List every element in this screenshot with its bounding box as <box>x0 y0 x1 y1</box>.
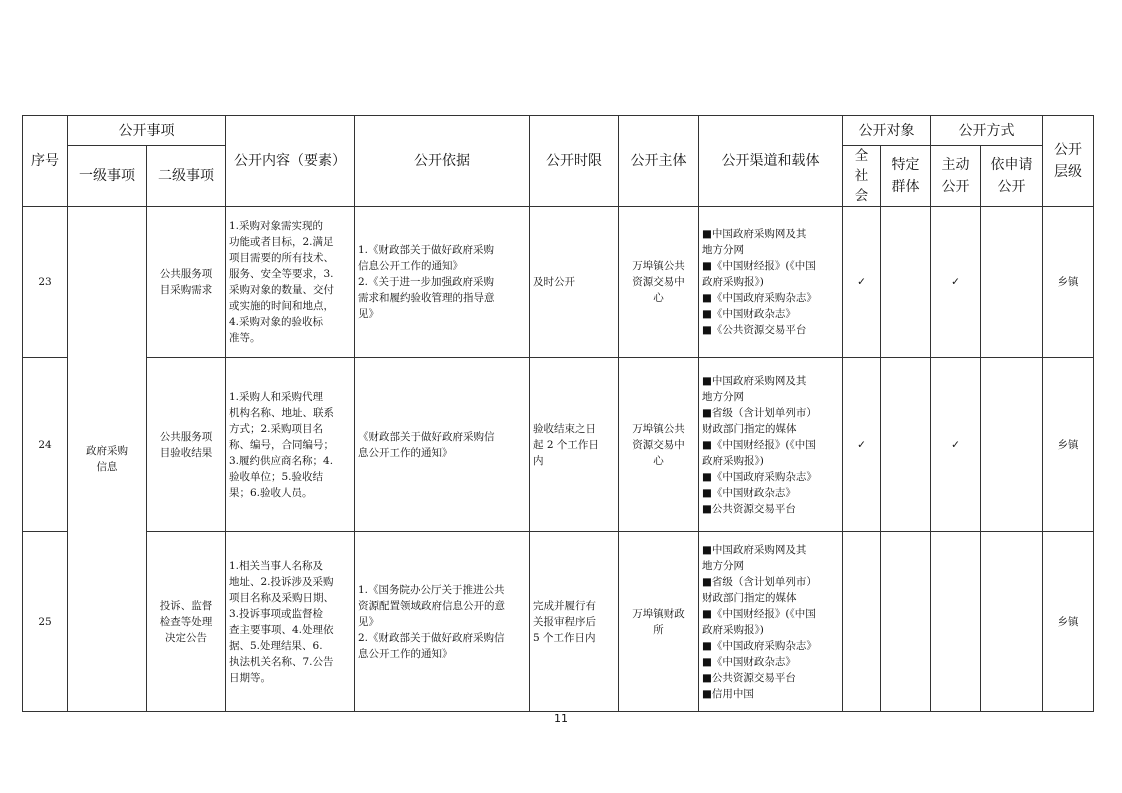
content-cell-line: 3.投诉事项或监督检 <box>229 607 324 620</box>
channel-cell-line: 地方分网 <box>702 559 744 572</box>
content-cell-line: 执法机关名称、7.公告 <box>229 655 334 668</box>
channel-cell-line: ■《公共资源交易平台 <box>702 324 807 336</box>
time-limit-cell <box>530 207 619 358</box>
header-method-active <box>931 146 981 207</box>
method-active-cell: ✓ <box>931 207 981 358</box>
basis-cell-line: 2.《财政部关于做好政府采购信 <box>358 631 505 644</box>
table-row <box>23 532 1094 712</box>
header-target-specific-line: 群体 <box>891 179 920 195</box>
content-cell-line: 果；6.验收人员。 <box>229 486 313 499</box>
header-target-specific-line: 特定 <box>891 157 920 173</box>
target-all-cell: ✓ <box>843 207 881 358</box>
basis-cell-line: 需求和履约验收管理的指导意 <box>358 292 495 304</box>
header-method-request-line: 依申请 <box>990 157 1033 173</box>
content-cell-line: 服务、安全等要求，3. <box>229 268 334 280</box>
header-items-group: 公开事项 <box>68 116 226 146</box>
level1-cell <box>68 207 147 712</box>
channel-cell-line: 政府采购报》) <box>702 454 764 467</box>
channel-cell-line: 政府采购报》) <box>702 276 764 288</box>
header-level <box>1043 116 1094 207</box>
subject-cell-line: 资源交易中 <box>632 276 685 288</box>
target-specific-cell <box>881 358 931 532</box>
target-specific-cell <box>881 207 931 358</box>
content-cell-line: 查主要事项、4.处理依 <box>229 623 334 636</box>
disclosure-table <box>22 115 1094 712</box>
basis-cell <box>355 532 530 712</box>
header-method-group: 公开方式 <box>931 116 1043 146</box>
header-level-line: 公开 <box>1054 142 1082 158</box>
subject-cell-line: 资源交易中 <box>632 438 685 451</box>
time-limit-cell-line: 起 2 个工作日 <box>533 438 599 451</box>
target-specific-cell <box>881 532 931 712</box>
time-limit-cell-line: 完成并履行有 <box>533 599 596 612</box>
channel-cell-line: ■《中国政府采购杂志》 <box>702 292 817 304</box>
basis-cell-line: 1.《国务院办公厅关于推进公共 <box>358 583 505 596</box>
content-cell-line: 准等。 <box>229 332 261 344</box>
basis-cell-line: 2.《关于进一步加强政府采购 <box>358 276 495 288</box>
time-limit-cell <box>530 532 619 712</box>
method-active-cell <box>931 532 981 712</box>
basis-cell <box>355 358 530 532</box>
channel-cell-line: 政府采购报》) <box>702 623 764 636</box>
subject-cell <box>619 532 699 712</box>
header-target-all-char: 社 <box>854 168 869 184</box>
header-time-limit: 公开时限 <box>530 116 619 207</box>
channel-cell-line: 财政部门指定的媒体 <box>702 591 797 604</box>
method-request-cell <box>981 358 1043 532</box>
subject-cell-line: 万埠镇公共 <box>632 260 685 272</box>
header-level-line: 层级 <box>1054 164 1082 180</box>
basis-cell-line: 《财政部关于做好政府采购信 <box>358 430 495 443</box>
content-cell-line: 3.履约供应商名称；4. <box>229 454 334 467</box>
header-method-request <box>981 146 1043 207</box>
method-request-cell <box>981 532 1043 712</box>
page-number: 11 <box>554 712 568 725</box>
channel-cell-line: 地方分网 <box>702 390 744 403</box>
subject-cell-line: 万埠镇公共 <box>632 422 685 435</box>
channel-cell-line: ■中国政府采购网及其 <box>702 374 807 387</box>
subject-cell-line: 心 <box>653 454 664 467</box>
subject-cell-line: 心 <box>653 292 664 304</box>
level-cell: 乡镇 <box>1043 532 1094 712</box>
level2-cell <box>147 532 226 712</box>
level-cell: 乡镇 <box>1043 358 1094 532</box>
target-all-cell <box>843 532 881 712</box>
content-cell-line: 验收单位；5.验收结 <box>229 470 324 483</box>
table-row <box>23 358 1094 532</box>
content-cell-line: 采购对象的数量、交付 <box>229 284 334 296</box>
time-limit-cell-line: 验收结束之日 <box>533 422 596 435</box>
channel-cell <box>699 207 843 358</box>
table-row <box>23 207 1094 358</box>
header-method-active-line: 主动 <box>941 157 970 173</box>
level2-cell-line: 决定公告 <box>165 631 207 644</box>
channel-cell-line: ■《中国财政杂志》 <box>702 655 796 668</box>
level-cell: 乡镇 <box>1043 207 1094 358</box>
subject-cell <box>619 358 699 532</box>
subject-cell-line: 所 <box>653 623 664 636</box>
content-cell-line: 机构名称、地址、联系 <box>229 406 334 419</box>
level2-cell <box>147 207 226 358</box>
content-cell-line: 据、5.处理结果、6. <box>229 639 323 652</box>
basis-cell-line: 信息公开工作的通知》 <box>358 260 463 272</box>
channel-cell-line: ■公共资源交易平台 <box>702 502 796 515</box>
content-cell-line: 日期等。 <box>229 671 271 684</box>
channel-cell <box>699 532 843 712</box>
header-row-1 <box>23 116 1094 146</box>
content-cell-line: 1.采购对象需实现的 <box>229 220 324 232</box>
channel-cell-line: ■省级（含计划单列市） <box>702 406 817 419</box>
channel-cell-line: ■《中国财政杂志》 <box>702 486 796 499</box>
header-channel: 公开渠道和载体 <box>699 116 843 207</box>
header-level2: 二级事项 <box>147 146 226 207</box>
basis-cell-line: 1.《财政部关于做好政府采购 <box>358 244 495 256</box>
time-limit-cell-line: 关报审程序后 <box>533 615 596 628</box>
header-target-all-char: 会 <box>854 188 869 204</box>
time-limit-cell-line: 内 <box>533 454 544 467</box>
content-cell-line: 1.相关当事人名称及 <box>229 559 324 572</box>
header-method-active-line: 公开 <box>941 179 970 195</box>
content-cell-line: 4.采购对象的验收标 <box>229 316 324 328</box>
level2-cell-line: 目采购需求 <box>159 284 213 296</box>
header-subject: 公开主体 <box>619 116 699 207</box>
content-cell-line: 称、编号，合同编号； <box>229 438 334 451</box>
content-cell-line: 方式；2.采购项目名 <box>229 422 324 435</box>
level2-cell-line: 公共服务项 <box>159 430 213 443</box>
header-target-all <box>843 146 881 207</box>
content-cell-line: 1.采购人和采购代理 <box>229 390 324 403</box>
time-limit-cell-line: 5 个工作日内 <box>533 631 596 644</box>
header-seq: 序号 <box>23 116 68 207</box>
channel-cell-line: ■中国政府采购网及其 <box>702 543 807 556</box>
level2-cell-line: 公共服务项 <box>159 268 213 280</box>
header-target-specific <box>881 146 931 207</box>
channel-cell <box>699 358 843 532</box>
level2-cell-line: 检查等处理 <box>159 615 213 628</box>
level1-cell-line: 信息 <box>96 461 118 473</box>
method-active-cell: ✓ <box>931 358 981 532</box>
method-request-cell <box>981 207 1043 358</box>
basis-cell-line: 见》 <box>358 308 379 320</box>
seq-cell: 23 <box>23 207 68 358</box>
header-basis: 公开依据 <box>355 116 530 207</box>
channel-cell-line: ■中国政府采购网及其 <box>702 228 807 240</box>
table-body <box>23 207 1094 712</box>
header-target-group: 公开对象 <box>843 116 931 146</box>
seq-cell: 24 <box>23 358 68 532</box>
subject-cell <box>619 207 699 358</box>
channel-cell-line: ■《中国财经报》(《中国 <box>702 607 816 620</box>
level2-cell-line: 投诉、监督 <box>159 599 213 612</box>
content-cell-line: 项目名称及采购日期、 <box>229 591 334 604</box>
content-cell <box>226 532 355 712</box>
basis-cell-line: 资源配置领域政府信息公开的意 <box>358 599 505 612</box>
basis-cell-line: 见》 <box>358 615 379 628</box>
target-all-cell: ✓ <box>843 358 881 532</box>
basis-cell <box>355 207 530 358</box>
seq-cell: 25 <box>23 532 68 712</box>
channel-cell-line: ■省级（含计划单列市） <box>702 575 817 588</box>
channel-cell-line: 财政部门指定的媒体 <box>702 422 797 435</box>
time-limit-cell <box>530 358 619 532</box>
time-limit-cell-line: 及时公开 <box>533 276 575 288</box>
content-cell <box>226 358 355 532</box>
basis-cell-line: 息公开工作的通知》 <box>358 446 453 459</box>
channel-cell-line: ■《中国财经报》(《中国 <box>702 438 816 451</box>
header-method-request-line: 公开 <box>997 179 1026 195</box>
channel-cell-line: ■公共资源交易平台 <box>702 671 796 684</box>
channel-cell-line: ■信用中国 <box>702 687 754 700</box>
content-cell-line: 地址、2.投诉涉及采购 <box>229 575 334 588</box>
content-cell <box>226 207 355 358</box>
header-content: 公开内容（要素） <box>226 116 355 207</box>
subject-cell-line: 万埠镇财政 <box>632 607 685 620</box>
channel-cell-line: ■《中国财经报》(《中国 <box>702 260 816 272</box>
content-cell-line: 项目需要的所有技术、 <box>229 252 334 264</box>
channel-cell-line: ■《中国政府采购杂志》 <box>702 639 817 652</box>
channel-cell-line: ■《中国政府采购杂志》 <box>702 470 817 483</box>
basis-cell-line: 息公开工作的通知》 <box>358 647 453 660</box>
header-level1: 一级事项 <box>68 146 147 207</box>
channel-cell-line: 地方分网 <box>702 244 744 256</box>
header-target-all-char: 全 <box>854 148 869 164</box>
content-cell-line: 或实施的时间和地点， <box>229 300 334 312</box>
level2-cell <box>147 358 226 532</box>
content-cell-line: 功能或者目标，2.满足 <box>229 236 334 248</box>
level1-cell-line: 政府采购 <box>86 445 128 457</box>
level2-cell-line: 目验收结果 <box>159 446 213 459</box>
channel-cell-line: ■《中国财政杂志》 <box>702 308 796 320</box>
